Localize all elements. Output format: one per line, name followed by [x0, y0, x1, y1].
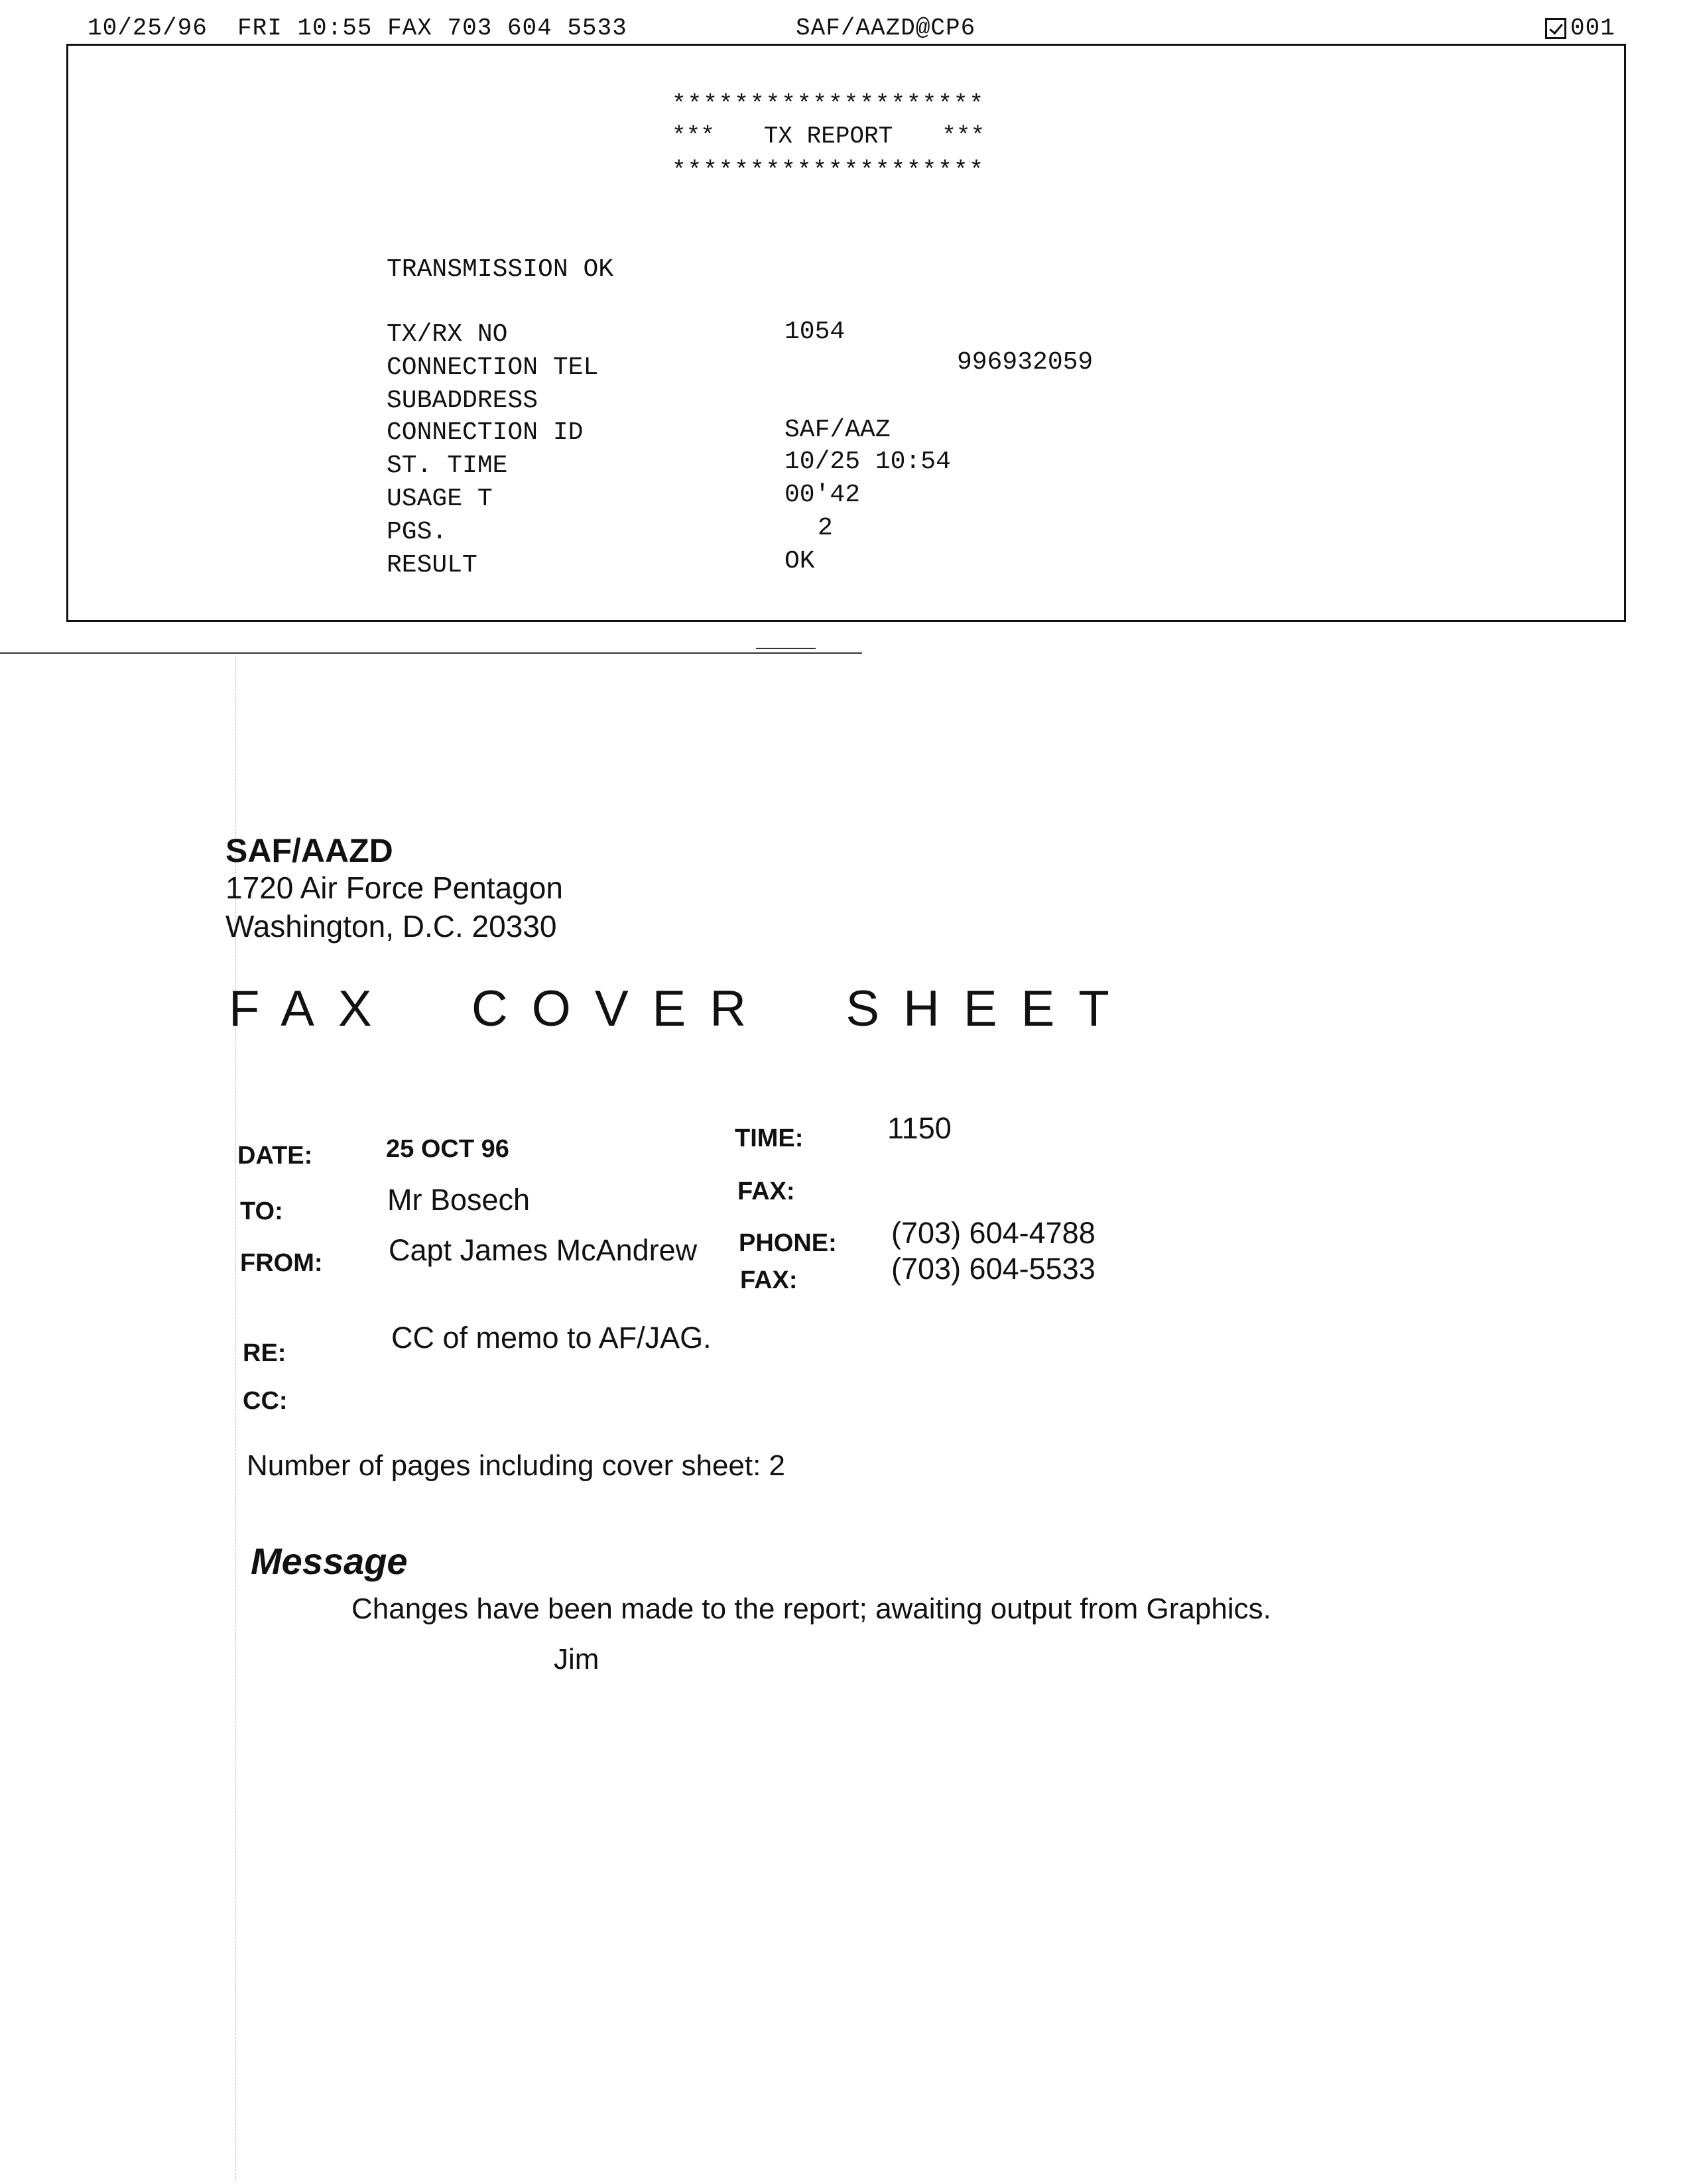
- from-label: FROM:: [240, 1249, 323, 1277]
- tx-row-label: PGS.: [387, 518, 448, 546]
- fax-header-left: 10/25/96 FRI 10:55 FAX 703 604 5533: [88, 15, 627, 42]
- tx-row-label: ST. TIME: [387, 452, 508, 480]
- phone-label: PHONE:: [739, 1229, 837, 1257]
- tx-report-title-line: [672, 123, 985, 150]
- tx-report-title: TX REPORT: [763, 123, 893, 150]
- re-value: CC of memo to AF/JAG.: [391, 1321, 712, 1355]
- checkbox-icon: [1545, 18, 1566, 39]
- sender-address-line2: Washington, D.C. 20330: [225, 909, 557, 943]
- tx-row-label: CONNECTION TEL: [387, 353, 599, 382]
- time-label: TIME:: [735, 1124, 804, 1152]
- message-heading: Message: [251, 1540, 408, 1582]
- from-value: Capt James McAndrew: [389, 1233, 698, 1267]
- page-number: 001: [1570, 15, 1615, 42]
- date-value: 25 OCT 96: [386, 1135, 509, 1163]
- fax-header-sender: SAF/AAZD@CP6: [796, 15, 976, 42]
- tx-report-stars-bottom: ********************: [672, 157, 985, 184]
- tx-row-label: CONNECTION ID: [387, 418, 584, 447]
- from-fax-value: (703) 604-5533: [891, 1252, 1096, 1286]
- date-label: DATE:: [237, 1142, 313, 1170]
- to-fax-label: FAX:: [737, 1178, 795, 1205]
- phone-value: (703) 604-4788: [891, 1216, 1096, 1250]
- tx-row-value: SAF/AAZ: [784, 416, 891, 444]
- tx-report-title-stars-right: ***: [942, 123, 985, 150]
- to-label: TO:: [240, 1197, 283, 1225]
- signature: Jim: [554, 1643, 599, 1675]
- tx-report-stars-top: ********************: [672, 91, 985, 118]
- page-divider: [0, 652, 862, 654]
- tx-report-title-stars-left: ***: [672, 123, 715, 150]
- from-fax-label: FAX:: [740, 1266, 798, 1294]
- sender-address-line1: 1720 Air Force Pentagon: [225, 871, 563, 905]
- tx-row-label: USAGE T: [387, 485, 493, 513]
- tx-row-value: 996932059: [957, 348, 1094, 377]
- transmission-status: TRANSMISSION OK: [387, 255, 614, 284]
- re-label: RE:: [243, 1339, 286, 1367]
- tx-row-value: OK: [784, 547, 815, 576]
- fax-header-page: [1545, 15, 1615, 42]
- sender-org: SAF/AAZD: [225, 832, 393, 869]
- message-body: Changes have been made to the report; awaiting output from Graphics.: [351, 1593, 1271, 1625]
- tx-row-value: 10/25 10:54: [784, 448, 951, 476]
- tx-row-value: 00'42: [784, 481, 861, 509]
- tx-row-label: RESULT: [387, 551, 477, 579]
- time-value: 1150: [887, 1111, 952, 1145]
- tx-row-value: 2: [818, 514, 833, 542]
- tx-row-value: 1054: [784, 318, 845, 346]
- tx-report-box: [66, 44, 1626, 622]
- tx-row-label: SUBADDRESS: [387, 387, 538, 415]
- cc-label: CC:: [243, 1387, 288, 1415]
- fax-cover-title: FAX COVER SHEET: [229, 981, 1133, 1037]
- tx-row-label: TX/RX NO: [387, 320, 508, 349]
- to-value: Mr Bosech: [387, 1183, 531, 1217]
- page-divider-fragment: [756, 648, 816, 649]
- page-count: Number of pages including cover sheet: 2: [247, 1449, 786, 1482]
